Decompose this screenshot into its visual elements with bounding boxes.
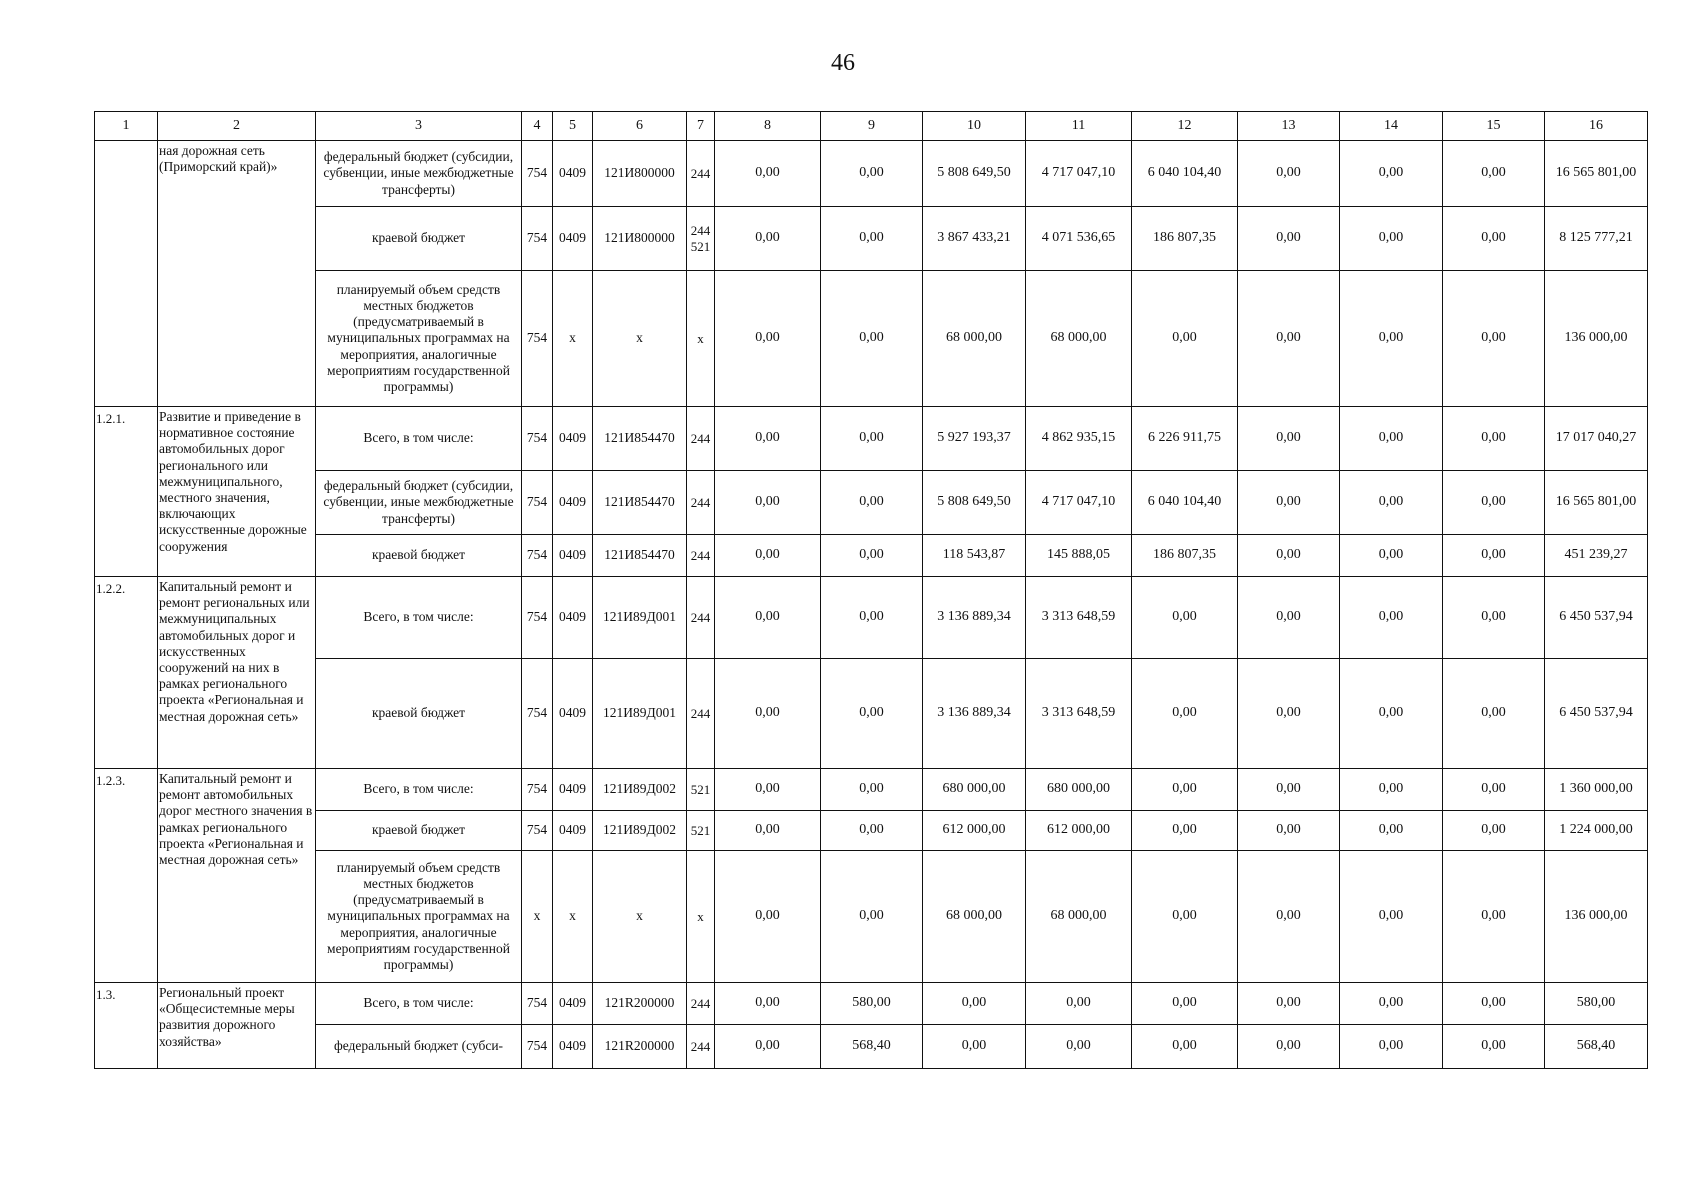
amount-col8: 0,00 [715,407,821,471]
amount-col15: 0,00 [1443,811,1545,851]
amount-col15: 0,00 [1443,207,1545,271]
header-cell-14: 14 [1340,112,1443,141]
cell-col7-value: 244 [690,222,711,238]
amount-col15: 0,00 [1443,659,1545,769]
table-row [95,811,1648,851]
amount-col14: 0,00 [1340,271,1443,407]
cell-col7-value: 244 [690,995,711,1011]
amount-col16: 8 125 777,21 [1545,207,1648,271]
amount-col9: 0,00 [821,851,923,983]
cell-col7 [687,407,715,471]
amount-col8: 0,00 [715,141,821,207]
amount-col16: 451 239,27 [1545,535,1648,577]
cell-col7-value: 244 [690,1038,711,1054]
amount-col11: 0,00 [1026,1025,1132,1069]
cell-col4: 754 [522,407,553,471]
cell-col5: x [553,851,593,983]
amount-col10: 118 543,87 [923,535,1026,577]
cell-col6: x [593,271,687,407]
amount-col14: 0,00 [1340,141,1443,207]
amount-col11: 4 717 047,10 [1026,471,1132,535]
amount-col16: 6 450 537,94 [1545,577,1648,659]
header-cell-6: 6 [593,112,687,141]
amount-col10: 680 000,00 [923,769,1026,811]
cell-col7 [687,535,715,577]
item-number: 1.2.1. [95,407,158,577]
amount-col9: 568,40 [821,1025,923,1069]
amount-col15: 0,00 [1443,407,1545,471]
header-cell-5: 5 [553,112,593,141]
amount-col9: 0,00 [821,141,923,207]
cell-col4: 754 [522,1025,553,1069]
cell-col4: 754 [522,577,553,659]
amount-col9: 0,00 [821,407,923,471]
amount-col10: 3 136 889,34 [923,659,1026,769]
cell-col5: 0409 [553,535,593,577]
amount-col8: 0,00 [715,811,821,851]
table-row [95,471,1648,535]
cell-col5: 0409 [553,141,593,207]
amount-col9: 0,00 [821,769,923,811]
amount-col13: 0,00 [1238,207,1340,271]
amount-col16: 16 565 801,00 [1545,141,1648,207]
header-cell-16: 16 [1545,112,1648,141]
amount-col11: 0,00 [1026,983,1132,1025]
amount-col13: 0,00 [1238,535,1340,577]
amount-col11: 68 000,00 [1026,851,1132,983]
amount-col14: 0,00 [1340,407,1443,471]
amount-col8: 0,00 [715,1025,821,1069]
amount-col12: 0,00 [1132,577,1238,659]
amount-col14: 0,00 [1340,983,1443,1025]
amount-col8: 0,00 [715,769,821,811]
cell-col6: 121И800000 [593,141,687,207]
header-cell-13: 13 [1238,112,1340,141]
cell-col4: 754 [522,471,553,535]
amount-col16: 580,00 [1545,983,1648,1025]
funding-source: краевой бюджет [316,207,522,271]
cell-col7 [687,769,715,811]
cell-col7-value: x [697,908,704,924]
funding-source: Всего, в том числе: [316,769,522,811]
amount-col13: 0,00 [1238,811,1340,851]
amount-col14: 0,00 [1340,769,1443,811]
table-row [95,271,1648,407]
cell-col6: 121И89Д002 [593,769,687,811]
cell-col5: 0409 [553,407,593,471]
amount-col12: 6 040 104,40 [1132,471,1238,535]
item-name: Капитальный ремонт и ремонт автомобильных дорог местного значения в рамках регионального проекта «Региональная и местная дорожная сеть» [158,769,316,983]
cell-col6: 121R200000 [593,1025,687,1069]
cell-col6: x [593,851,687,983]
table-row [95,535,1648,577]
amount-col13: 0,00 [1238,141,1340,207]
funding-source: планируемый объем средств местных бюджетов (предусматриваемый в муниципальных программах на мероприятия, аналогичные мероприятиям государственной программы) [316,851,522,983]
amount-col13: 0,00 [1238,577,1340,659]
amount-col10: 68 000,00 [923,271,1026,407]
cell-col4: 754 [522,535,553,577]
amount-col11: 680 000,00 [1026,769,1132,811]
amount-col13: 0,00 [1238,1025,1340,1069]
amount-col9: 0,00 [821,207,923,271]
funding-source: федеральный бюджет (субсидии, субвенции, иные межбюджетные трансферты) [316,141,522,207]
amount-col16: 6 450 537,94 [1545,659,1648,769]
funding-source: планируемый объем средств местных бюджетов (предусматриваемый в муниципальных программах на мероприятия, аналогичные мероприятиям государственной программы) [316,271,522,407]
cell-col5: 0409 [553,983,593,1025]
cell-col7 [687,207,715,271]
amount-col16: 136 000,00 [1545,271,1648,407]
amount-col8: 0,00 [715,983,821,1025]
cell-col5: 0409 [553,811,593,851]
amount-col14: 0,00 [1340,811,1443,851]
table-row [95,851,1648,983]
table-row [95,141,1648,207]
funding-source: краевой бюджет [316,659,522,769]
amount-col12: 0,00 [1132,769,1238,811]
cell-col6: 121И89Д002 [593,811,687,851]
cell-col7-value: 244 [690,165,711,181]
amount-col11: 145 888,05 [1026,535,1132,577]
header-cell-4: 4 [522,112,553,141]
cell-col4: 754 [522,811,553,851]
cell-col6: 121И854470 [593,407,687,471]
amount-col9: 0,00 [821,811,923,851]
table-row [95,407,1648,471]
amount-col13: 0,00 [1238,983,1340,1025]
amount-col13: 0,00 [1238,271,1340,407]
header-cell-3: 3 [316,112,522,141]
cell-col5: 0409 [553,471,593,535]
item-name: Развитие и приведение в нормативное состояние автомобильных дорог регионального или межмуниципального, местного значения, включающих искусственные дорожные сооружения [158,407,316,577]
amount-col11: 3 313 648,59 [1026,659,1132,769]
cell-col5: 0409 [553,659,593,769]
cell-col4: x [522,851,553,983]
funding-source: краевой бюджет [316,811,522,851]
amount-col12: 0,00 [1132,659,1238,769]
amount-col13: 0,00 [1238,851,1340,983]
amount-col16: 1 224 000,00 [1545,811,1648,851]
amount-col10: 0,00 [923,983,1026,1025]
cell-col4: 754 [522,207,553,271]
amount-col13: 0,00 [1238,769,1340,811]
amount-col8: 0,00 [715,535,821,577]
header-cell-8: 8 [715,112,821,141]
amount-col13: 0,00 [1238,659,1340,769]
item-number [95,141,158,407]
item-name: ная дорожная сеть (Приморский край)» [158,141,316,407]
amount-col10: 3 867 433,21 [923,207,1026,271]
amount-col11: 3 313 648,59 [1026,577,1132,659]
cell-col7-value: 244 [690,430,711,446]
item-number: 1.3. [95,983,158,1069]
cell-col7 [687,141,715,207]
amount-col12: 0,00 [1132,271,1238,407]
cell-col7 [687,659,715,769]
cell-col5: 0409 [553,207,593,271]
amount-col13: 0,00 [1238,471,1340,535]
cell-col7 [687,471,715,535]
amount-col11: 4 862 935,15 [1026,407,1132,471]
cell-col6: 121И854470 [593,535,687,577]
amount-col15: 0,00 [1443,535,1545,577]
cell-col7-value: 244 [690,705,711,721]
amount-col14: 0,00 [1340,1025,1443,1069]
cell-col5: 0409 [553,577,593,659]
amount-col10: 5 808 649,50 [923,471,1026,535]
amount-col8: 0,00 [715,471,821,535]
amount-col15: 0,00 [1443,1025,1545,1069]
amount-col10: 68 000,00 [923,851,1026,983]
amount-col16: 1 360 000,00 [1545,769,1648,811]
cell-col7 [687,851,715,983]
table-row [95,983,1648,1025]
amount-col11: 68 000,00 [1026,271,1132,407]
amount-col9: 0,00 [821,535,923,577]
item-number: 1.2.3. [95,769,158,983]
cell-col7 [687,271,715,407]
cell-col7 [687,983,715,1025]
amount-col14: 0,00 [1340,851,1443,983]
amount-col12: 0,00 [1132,811,1238,851]
cell-col7 [687,1025,715,1069]
amount-col12: 186 807,35 [1132,207,1238,271]
amount-col16: 136 000,00 [1545,851,1648,983]
cell-col6: 121И89Д001 [593,577,687,659]
amount-col16: 17 017 040,27 [1545,407,1648,471]
item-number: 1.2.2. [95,577,158,769]
table-row [95,659,1648,769]
amount-col14: 0,00 [1340,207,1443,271]
budget-table [94,111,1648,1069]
amount-col16: 16 565 801,00 [1545,471,1648,535]
amount-col10: 5 927 193,37 [923,407,1026,471]
cell-col4: 754 [522,659,553,769]
header-cell-15: 15 [1443,112,1545,141]
amount-col9: 0,00 [821,659,923,769]
amount-col8: 0,00 [715,851,821,983]
funding-source: Всего, в том числе: [316,983,522,1025]
header-row [95,112,1648,141]
amount-col8: 0,00 [715,577,821,659]
page-number: 46 [831,50,855,76]
amount-col11: 4 717 047,10 [1026,141,1132,207]
header-cell-12: 12 [1132,112,1238,141]
amount-col12: 0,00 [1132,983,1238,1025]
cell-col6: 121И800000 [593,207,687,271]
cell-col7-value: 521 [690,238,711,254]
header-cell-9: 9 [821,112,923,141]
item-name: Капитальный ремонт и ремонт региональных или межмуниципальных автомобильных дорог и искусственных сооружений на них в рамках регионального проекта «Региональная и местная дорожная сеть» [158,577,316,769]
cell-col6: 121R200000 [593,983,687,1025]
amount-col15: 0,00 [1443,577,1545,659]
header-cell-2: 2 [158,112,316,141]
table-row [95,1025,1648,1069]
amount-col16: 568,40 [1545,1025,1648,1069]
header-cell-10: 10 [923,112,1026,141]
amount-col14: 0,00 [1340,471,1443,535]
cell-col7-value: 244 [690,609,711,625]
cell-col7-value: 244 [690,494,711,510]
amount-col12: 0,00 [1132,1025,1238,1069]
item-name: Региональный проект «Общесистемные меры развития дорожного хозяйства» [158,983,316,1069]
amount-col12: 6 040 104,40 [1132,141,1238,207]
amount-col10: 5 808 649,50 [923,141,1026,207]
amount-col15: 0,00 [1443,271,1545,407]
header-cell-7: 7 [687,112,715,141]
amount-col9: 0,00 [821,271,923,407]
amount-col8: 0,00 [715,659,821,769]
cell-col4: 754 [522,983,553,1025]
amount-col10: 0,00 [923,1025,1026,1069]
cell-col7-value: 521 [690,822,711,838]
cell-col5: 0409 [553,769,593,811]
amount-col9: 0,00 [821,471,923,535]
cell-col4: 754 [522,271,553,407]
amount-col14: 0,00 [1340,535,1443,577]
amount-col15: 0,00 [1443,851,1545,983]
amount-col15: 0,00 [1443,769,1545,811]
cell-col4: 754 [522,769,553,811]
cell-col5: 0409 [553,1025,593,1069]
cell-col7-value: 521 [690,781,711,797]
table-row [95,577,1648,659]
amount-col11: 612 000,00 [1026,811,1132,851]
header-cell-1: 1 [95,112,158,141]
funding-source: краевой бюджет [316,535,522,577]
amount-col14: 0,00 [1340,659,1443,769]
funding-source: федеральный бюджет (субси- [316,1025,522,1069]
cell-col7 [687,811,715,851]
amount-col12: 186 807,35 [1132,535,1238,577]
amount-col9: 0,00 [821,577,923,659]
funding-source: федеральный бюджет (субсидии, субвенции, иные межбюджетные трансферты) [316,471,522,535]
table-row [95,207,1648,271]
amount-col11: 4 071 536,65 [1026,207,1132,271]
cell-col7 [687,577,715,659]
header-cell-11: 11 [1026,112,1132,141]
cell-col7-value: x [697,330,704,346]
amount-col14: 0,00 [1340,577,1443,659]
amount-col8: 0,00 [715,207,821,271]
table-row [95,769,1648,811]
amount-col15: 0,00 [1443,141,1545,207]
amount-col9: 580,00 [821,983,923,1025]
funding-source: Всего, в том числе: [316,407,522,471]
amount-col10: 612 000,00 [923,811,1026,851]
amount-col15: 0,00 [1443,983,1545,1025]
cell-col6: 121И854470 [593,471,687,535]
amount-col8: 0,00 [715,271,821,407]
amount-col13: 0,00 [1238,407,1340,471]
amount-col12: 0,00 [1132,851,1238,983]
cell-col4: 754 [522,141,553,207]
funding-source: Всего, в том числе: [316,577,522,659]
amount-col12: 6 226 911,75 [1132,407,1238,471]
cell-col5: x [553,271,593,407]
amount-col10: 3 136 889,34 [923,577,1026,659]
cell-col7-value: 244 [690,547,711,563]
cell-col6: 121И89Д001 [593,659,687,769]
amount-col15: 0,00 [1443,471,1545,535]
